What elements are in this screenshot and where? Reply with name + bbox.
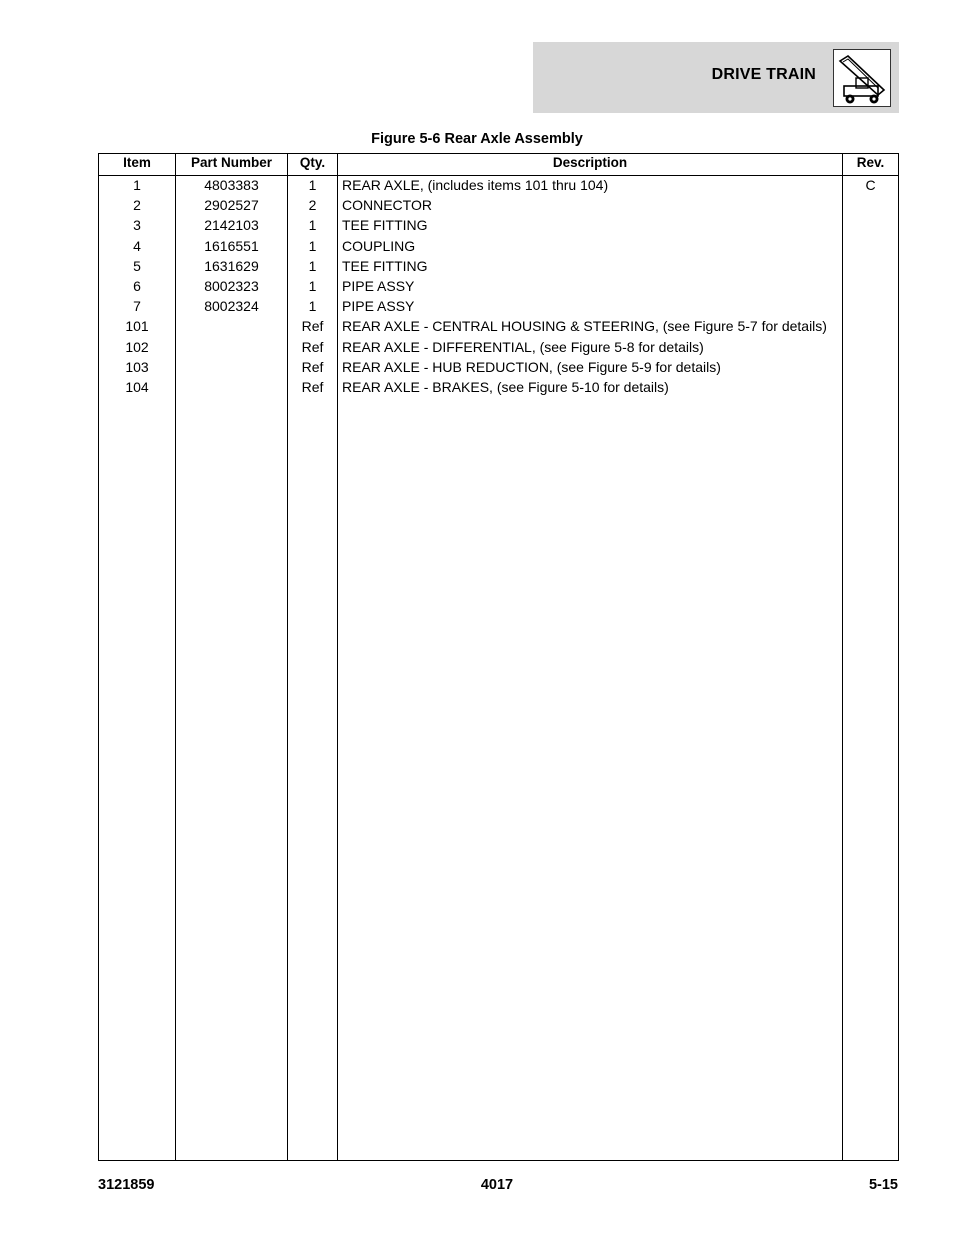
table-row bbox=[99, 196, 898, 216]
table-row bbox=[99, 216, 898, 236]
qty-cell: 2 bbox=[308, 197, 317, 214]
qty-cell: 1 bbox=[308, 257, 317, 274]
column-header-item: Item bbox=[123, 155, 151, 170]
item-cell: 7 bbox=[133, 298, 141, 315]
qty-cell: Ref bbox=[301, 338, 324, 355]
column-header-description: Description bbox=[552, 155, 628, 170]
part-number-cell: 8002324 bbox=[204, 298, 259, 315]
description-cell: COUPLING bbox=[342, 237, 416, 254]
qty-cell: 1 bbox=[308, 237, 317, 254]
item-cell: 3 bbox=[133, 217, 141, 234]
item-cell: 2 bbox=[133, 197, 141, 214]
part-number-cell: 2902527 bbox=[204, 197, 259, 214]
description-cell: REAR AXLE - HUB REDUCTION, (see Figure 5-9 for details) bbox=[342, 358, 721, 375]
table-row bbox=[99, 257, 898, 277]
item-cell: 101 bbox=[125, 318, 149, 335]
table-body bbox=[99, 176, 898, 398]
description-cell: REAR AXLE - DIFFERENTIAL, (see Figure 5-8 for details) bbox=[342, 338, 704, 355]
description-cell: TEE FITTING bbox=[342, 217, 428, 234]
part-number-cell: 4803383 bbox=[204, 177, 259, 193]
model-number: 4017 bbox=[480, 1177, 514, 1193]
description-cell: CONNECTOR bbox=[342, 197, 432, 214]
part-number-cell: 1616551 bbox=[204, 237, 259, 254]
description-cell: REAR AXLE - BRAKES, (see Figure 5-10 for details) bbox=[342, 378, 669, 395]
description-cell: REAR AXLE, (includes items 101 thru 104) bbox=[342, 177, 609, 193]
figure-title: Figure 5-6 Rear Axle Assembly bbox=[371, 131, 583, 147]
qty-cell: 1 bbox=[308, 177, 317, 193]
qty-cell: 1 bbox=[308, 277, 317, 294]
description-cell: TEE FITTING bbox=[342, 257, 428, 274]
doc-number: 3121859 bbox=[98, 1177, 155, 1193]
item-cell: 104 bbox=[125, 378, 149, 395]
table-row bbox=[99, 338, 898, 358]
table-row bbox=[99, 297, 898, 317]
column-header-qty: Qty. bbox=[299, 155, 326, 170]
part-number-cell: 8002323 bbox=[204, 277, 259, 294]
part-number-cell: 1631629 bbox=[204, 257, 259, 274]
item-cell: 1 bbox=[133, 177, 141, 193]
description-cell: PIPE ASSY bbox=[342, 298, 415, 315]
description-cell: REAR AXLE - CENTRAL HOUSING & STEERING, (see Figure 5-7 for details) bbox=[342, 318, 827, 335]
qty-cell: Ref bbox=[301, 378, 324, 395]
qty-cell: 1 bbox=[308, 298, 317, 315]
description-cell: PIPE ASSY bbox=[342, 277, 415, 294]
rev-cell: C bbox=[865, 177, 876, 193]
telehandler-drive-icon bbox=[833, 49, 891, 107]
item-cell: 102 bbox=[125, 338, 149, 355]
column-header-part-number: Part Number bbox=[190, 155, 273, 170]
table-row bbox=[99, 317, 898, 337]
table-row bbox=[99, 358, 898, 378]
page-number: 5-15 bbox=[868, 1177, 898, 1193]
item-cell: 103 bbox=[125, 358, 149, 375]
table-row bbox=[99, 176, 898, 196]
qty-cell: Ref bbox=[301, 318, 324, 335]
parts-table bbox=[98, 153, 899, 1161]
item-cell: 6 bbox=[133, 277, 141, 294]
table-row bbox=[99, 378, 898, 398]
qty-cell: Ref bbox=[301, 358, 324, 375]
table-row bbox=[99, 237, 898, 257]
table-row bbox=[99, 277, 898, 297]
part-number-cell: 2142103 bbox=[204, 217, 259, 234]
column-header-rev: Rev. bbox=[856, 155, 885, 170]
qty-cell: 1 bbox=[308, 217, 317, 234]
item-cell: 5 bbox=[133, 257, 141, 274]
section-header bbox=[533, 42, 899, 113]
section-title: DRIVE TRAIN bbox=[711, 66, 816, 83]
item-cell: 4 bbox=[133, 237, 141, 254]
